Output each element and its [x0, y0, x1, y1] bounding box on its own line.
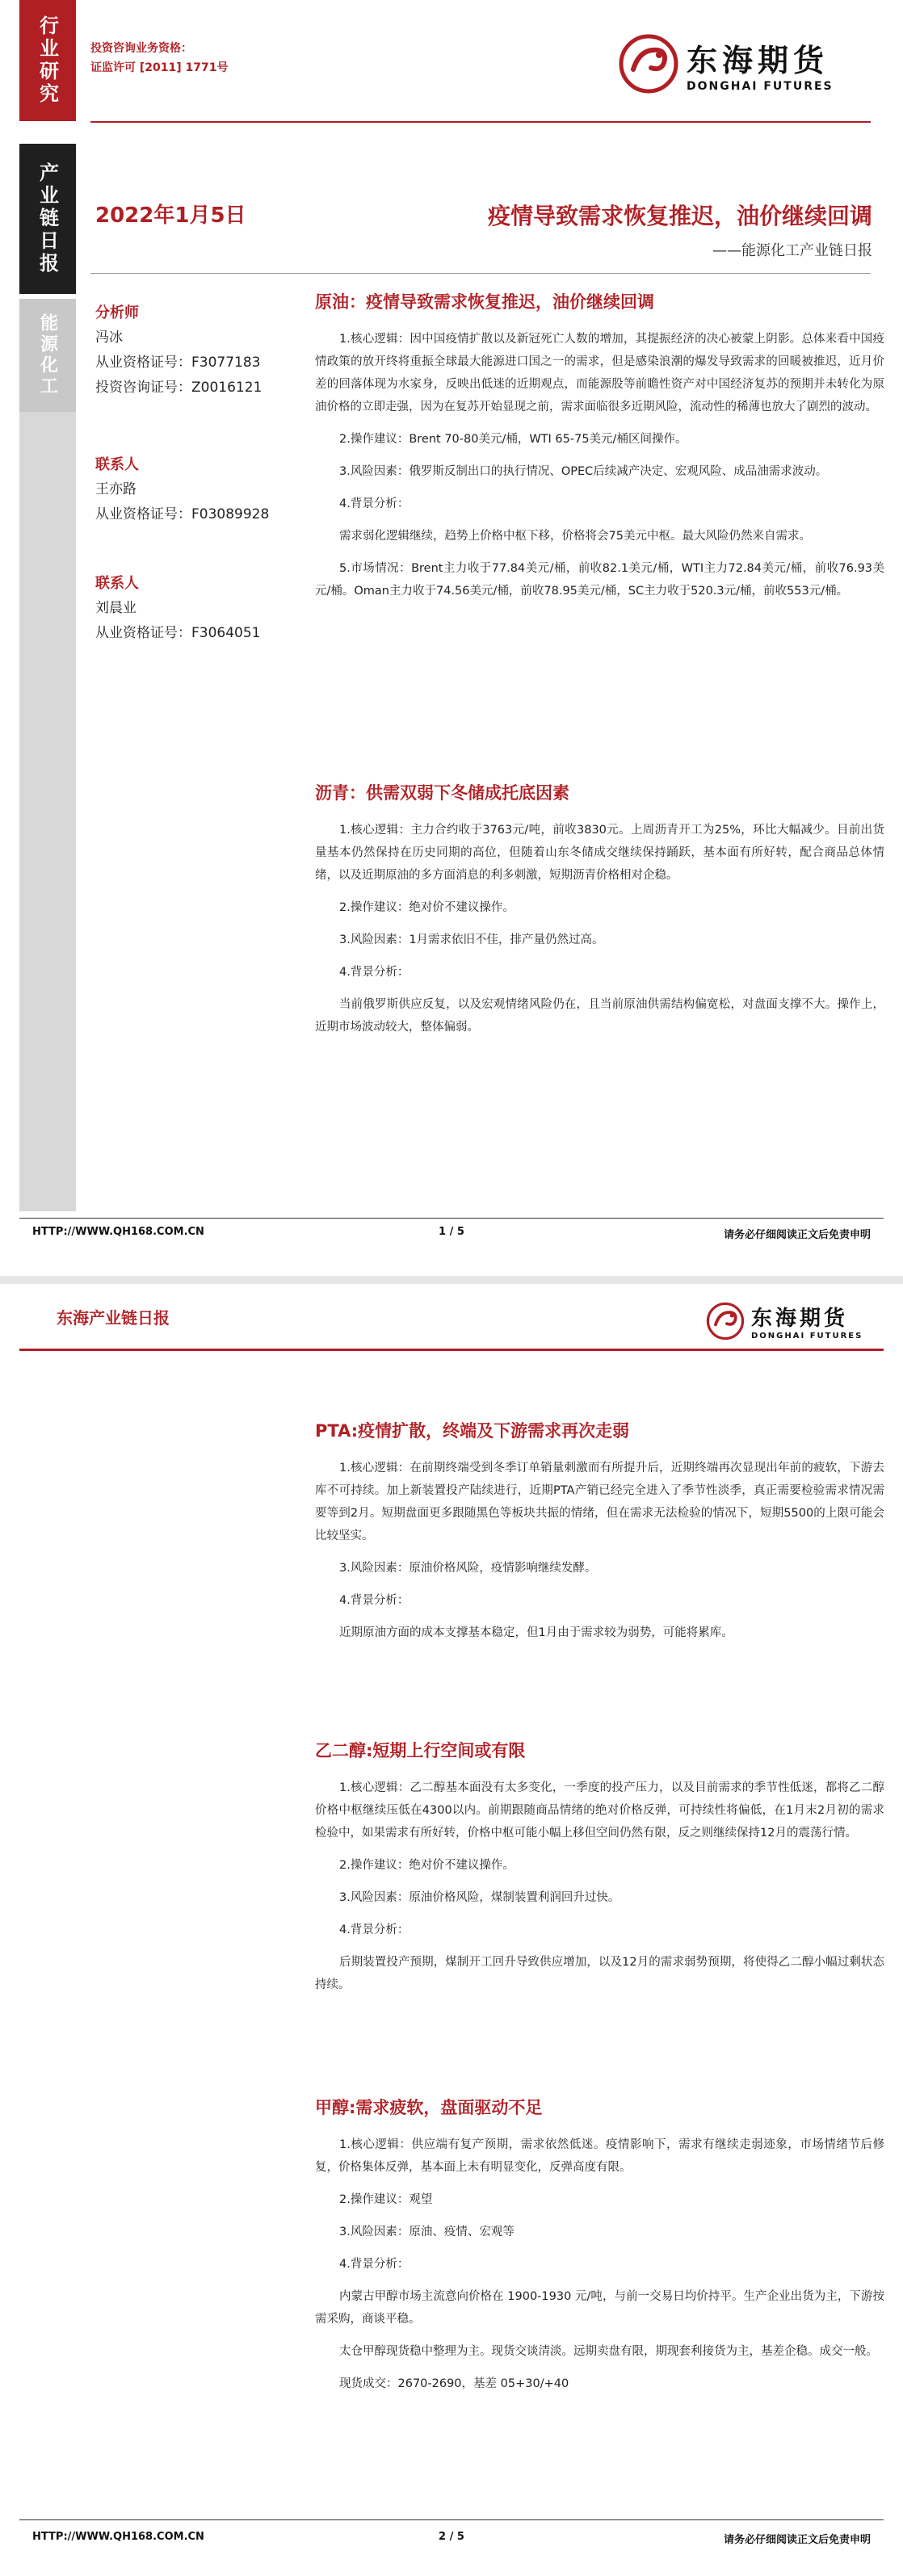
page-2 — [0, 1284, 903, 2576]
title-divider — [90, 273, 871, 274]
banner-chain-daily: 产业链日报 — [19, 144, 76, 294]
meg-title: 乙二醇:短期上行空间或有限 — [315, 1741, 526, 1760]
logo-en: DONGHAI FUTURES — [687, 79, 834, 93]
oil-section — [315, 291, 884, 612]
footer-url[interactable]: HTTP://WWW.QH168.COM.CN — [32, 1226, 204, 1238]
qualification-line-1: 投资咨询业务资格： — [90, 42, 192, 55]
methanol-background-label: 4.背景分析： — [339, 2258, 410, 2271]
methanol-background-1: 内蒙古甲醇市场主流意向价格在 1900-1930 元/吨，与前一交易日均价持平。生产企业出货为主，下游按需采购，商谈平稳。 — [315, 2290, 884, 2326]
oil-background: 需求弱化逻辑继续，趋势上价格中枢下移，价格将会75美元中枢。最大风险仍然来自需求。 — [339, 530, 811, 543]
meg-suggestion: 2.操作建议：绝对价不建议操作。 — [339, 1859, 514, 1872]
oil-title: 原油：疫情导致需求恢复推迟，油价继续回调 — [315, 292, 654, 312]
contact-panel — [95, 300, 289, 675]
meg-core-logic: 1.核心逻辑：乙二醇基本面没有太多变化，一季度的投产压力，以及目前需求的季节性低迷，都将乙二醇价格中枢继续压低在4300以内。前期跟随商品情绪的绝对价格反弹，可持续性将偏低，在1月末2月初的需求检验中，如果需求有所好转，价格中枢可能小幅上移但空间仍然有限，反之则继续保持12月的震荡行情。 — [315, 1781, 884, 1840]
banner-industry-research: 行业研究 — [19, 0, 76, 121]
meg-background-label: 4.背景分析： — [339, 1924, 410, 1936]
logo-en: DONGHAI FUTURES — [751, 1332, 863, 1340]
asphalt-risk: 3.风险因素：1月需求依旧不佳，排产量仍然过高。 — [339, 933, 604, 946]
methanol-risk: 3.风险因素：原油、疫情、宏观等 — [339, 2226, 514, 2238]
pta-core-logic: 1.核心逻辑：在前期终端受到冬季订单销量刺激而有所提升后，近期终端再次显现出年前的疲软，下游去库不可持续。加上新装置投产陆续进行，近期PTA产销已经完全进入了季节性淡季，真正需要检验需求情况需要等到2月。短期盘面更多跟随黑色等板块共振的情绪，但在需求无法检验的情况下，短期5500的上限可能会比较坚实。 — [315, 1462, 884, 1542]
company-logo — [615, 31, 834, 97]
asphalt-background: 当前俄罗斯供应反复，以及宏观情绪风险仍在，且当前原油供需结构偏宽松，对盘面支撑不大。操作上，近期市场波动较大，整体偏弱。 — [315, 998, 884, 1034]
banner-sector: 能源化工 — [19, 299, 76, 412]
oil-risk: 3.风险因素：俄罗斯反制出口的执行情况、OPEC后续减产决定、宏观风险、成品油需求波动。 — [339, 465, 828, 478]
footer-divider — [19, 2519, 884, 2520]
report-subtitle: ——能源化工产业链日报 — [712, 242, 872, 259]
pta-background-label: 4.背景分析： — [339, 1594, 410, 1607]
asphalt-section — [315, 782, 884, 1048]
asphalt-title: 沥青：供需双弱下冬储成托底因素 — [315, 783, 569, 803]
page-1 — [0, 0, 903, 1284]
meg-section — [315, 1739, 884, 2006]
analyst-cert-1: 从业资格证号：F3077183 — [95, 355, 261, 371]
meg-risk: 3.风险因素：原油价格风险，煤制装置利润回升过快。 — [339, 1891, 620, 1904]
contact1-cert: 从业资格证号：F03089928 — [95, 506, 270, 522]
methanol-background-2: 太仓甲醇现货稳中整理为主。现货交谈清淡。远期卖盘有限，期现套利接货为主，基差企稳。成交一般。 — [339, 2345, 878, 2358]
footer-page: 2 / 5 — [439, 2531, 464, 2543]
oil-core-logic: 1.核心逻辑：因中国疫情扩散以及新冠死亡人数的增加，其提振经济的决心被蒙上阴影。总体来看中国疫情政策的放开终将重振全球最大能源进口国之一的需求，但是感染浪潮的爆发导致需求的回暖被推迟，近月价差的回落体现为水家身，反映出低迷的近期观点，而能源股等前瞻性资产对中国经济复苏的预期并未转化为原油价格的立即走强，因为在复苏开始显现之前，需求面临很多近期风险，流动性的稀薄也放大了剧烈的波动。 — [315, 333, 884, 413]
contact2-label: 联系人 — [95, 575, 139, 592]
footer-url[interactable]: HTTP://WWW.QH168.COM.CN — [32, 2531, 204, 2543]
qualification — [90, 39, 228, 78]
footer-disclaimer: 请务必仔细阅读正文后免责申明 — [723, 2534, 871, 2546]
asphalt-suggestion: 2.操作建议：绝对价不建议操作。 — [339, 901, 514, 914]
dragon-logo-icon — [615, 31, 682, 97]
logo-cn: 东海期货 — [751, 1307, 849, 1331]
pta-risk: 3.风险因素：原油价格风险，疫情影响继续发酵。 — [339, 1562, 597, 1575]
methanol-suggestion: 2.操作建议：观望 — [339, 2193, 433, 2206]
analyst-cert-2: 投资咨询证号：Z0016121 — [95, 380, 262, 396]
oil-background-label: 4.背景分析： — [339, 497, 410, 510]
analyst-name: 冯冰 — [95, 329, 123, 346]
logo-cn: 东海期货 — [687, 42, 830, 78]
pta-section — [315, 1420, 884, 1654]
page2-header-title: 东海产业链日报 — [57, 1308, 170, 1328]
report-title: 疫情导致需求恢复推迟，油价继续回调 — [487, 203, 872, 229]
analyst-label: 分析师 — [95, 304, 139, 321]
oil-market: 5.市场情况：Brent主力收于77.84美元/桶，前收82.1美元/桶，WTI主力72.84美元/桶，前收76.93美元/桶。Oman主力收于74.56美元/桶，前收78.95美元/桶，SC主力收于520.3元/桶，前收553元/桶。 — [315, 562, 884, 598]
pta-background: 近期原油方面的成本支撑基本稳定，但1月由于需求较为弱势，可能将累库。 — [339, 1626, 733, 1639]
footer-divider — [19, 1218, 884, 1219]
side-panel — [19, 299, 76, 1211]
pta-title: PTA:疫情扩散，终端及下游需求再次走弱 — [315, 1421, 630, 1441]
asphalt-background-label: 4.背景分析： — [339, 966, 410, 979]
page2-header-divider — [19, 1349, 884, 1351]
contact2-cert: 从业资格证号：F3064051 — [95, 625, 261, 641]
contact1-name: 王亦路 — [95, 481, 136, 497]
footer-page: 1 / 5 — [439, 1226, 464, 1238]
methanol-spot: 现货成交：2670-2690，基差 05+30/+40 — [339, 2377, 569, 2390]
methanol-core-logic: 1.核心逻辑：供应端有复产预期，需求依然低迷。疫情影响下，需求有继续走弱迹象，市场情绪节后修复，价格集体反弹，基本面上未有明显变化，反弹高度有限。 — [315, 2138, 884, 2174]
report-date: 2022年1月5日 — [95, 203, 246, 228]
contact2-name: 刘晨业 — [95, 600, 136, 616]
contact1-label: 联系人 — [95, 456, 139, 473]
dragon-logo-icon — [704, 1300, 746, 1342]
methanol-title: 甲醇:需求疲软，盘面驱动不足 — [315, 2098, 543, 2117]
company-logo-small — [704, 1300, 863, 1342]
meg-background: 后期装置投产预期，煤制开工回升导致供应增加，以及12月的需求弱势预期，将使得乙二醇小幅过剩状态持续。 — [315, 1956, 884, 1991]
qualification-line-2: 证监许可 [2011] 1771号 — [90, 61, 229, 74]
oil-suggestion: 2.操作建议：Brent 70-80美元/桶，WTI 65-75美元/桶区间操作。 — [339, 433, 687, 446]
asphalt-core-logic: 1.核心逻辑：主力合约收于3763元/吨，前收3830元。上周沥青开工为25%，环比大幅减少。目前出货量基本仍然保持在历史同期的高位，但随着山东冬储成交继续保持踊跃，基本面有所好转，配合商品总体情绪，以及近期原油的多方面消息的利多刺激，短期沥青价格相对企稳。 — [315, 824, 884, 882]
header-divider — [90, 121, 871, 123]
footer-disclaimer: 请务必仔细阅读正文后免责申明 — [723, 1229, 871, 1241]
methanol-section — [315, 2096, 884, 2405]
